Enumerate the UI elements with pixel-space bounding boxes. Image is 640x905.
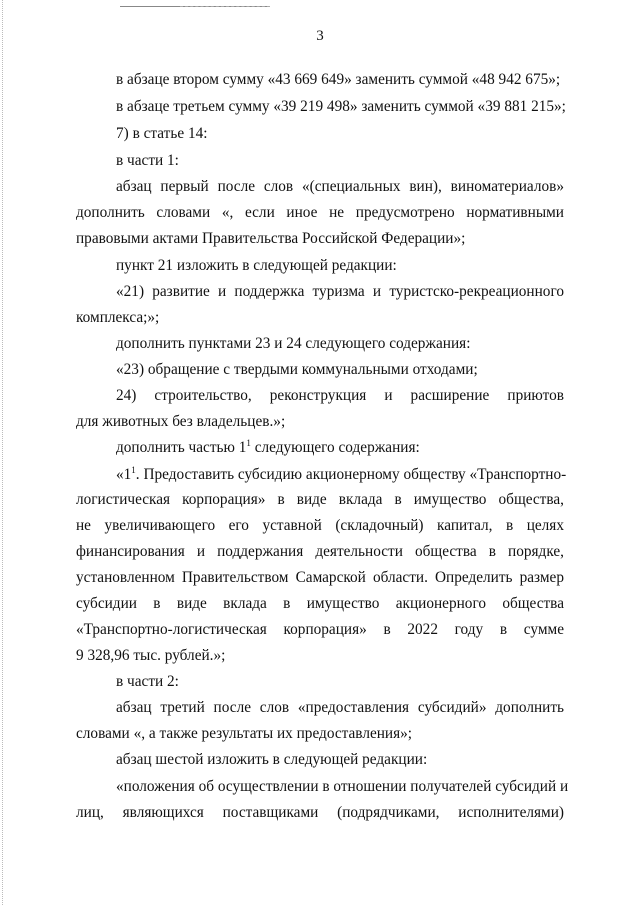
text-line: словами «, а также результаты их предоставления»; <box>76 725 413 742</box>
text-line: в части 2: <box>116 673 179 690</box>
page-number: 3 <box>316 28 324 44</box>
text-line: субсидии в виде вклада в имущество акционерного общества <box>76 595 564 612</box>
text-line: не увеличивающего его уставной (складочный) капитал, в целях <box>76 517 564 534</box>
text-line: «23) обращение с твердыми коммунальными отходами; <box>116 361 478 378</box>
text-line: лиц, являющихся поставщиками (подрядчиками, исполнителями) <box>76 804 564 821</box>
text-line: абзац шестой изложить в следующей редакции: <box>116 751 428 768</box>
text-line: для животных без владельцев.»; <box>76 413 286 430</box>
text-line: комплекса;»; <box>76 309 160 326</box>
text-line: в части 1: <box>116 152 179 169</box>
text-line: «Транспортно-логистическая корпорация» в 2022 году в сумме <box>76 621 564 638</box>
text-line: 7) в статье 14: <box>116 125 208 142</box>
text-line: правовыми актами Правительства Российской Федерации»; <box>76 230 466 247</box>
text-line: дополнить словами «, если иное не предусмотрено нормативными <box>76 204 564 221</box>
text-line: абзац первый после слов «(специальных вин), виноматериалов» <box>116 178 564 195</box>
scan-left-edge <box>2 0 3 905</box>
text-line: «положения об осуществлении в отношении получателей субсидий и <box>116 778 569 795</box>
text-line: пункт 21 изложить в следующей редакции: <box>116 257 397 274</box>
text-line: «21) развитие и поддержка туризма и туристско-рекреационного <box>116 283 564 300</box>
text-line: дополнить частью $1^1$ следующего содержания: <box>116 437 420 456</box>
text-line: логистическая корпорация» в виде вклада в имущество общества, <box>76 491 564 508</box>
text-line: установленном Правительством Самарской области. Определить размер <box>76 569 564 586</box>
text-line: в абзаце втором сумму «43 669 649» заменить суммой «48 942 675»; <box>116 71 561 88</box>
text-line: финансирования и поддержания деятельности общества в порядке, <box>76 543 564 560</box>
text-line: «$1^1$. Предоставить субсидию акционерному обществу «Транспортно- <box>116 464 567 483</box>
text-line: абзац третий после слов «предоставления субсидий» дополнить <box>116 699 564 716</box>
text-line: 24) строительство, реконструкция и расширение приютов <box>116 387 564 404</box>
text-line: в абзаце третьем сумму «39 219 498» заменить суммой «39 881 215»; <box>116 98 566 115</box>
text-line: 9 328,96 тыс. рублей.»; <box>76 647 226 664</box>
scan-edge-line <box>180 6 270 7</box>
text-line: дополнить пунктами 23 и 24 следующего содержания: <box>116 335 471 352</box>
